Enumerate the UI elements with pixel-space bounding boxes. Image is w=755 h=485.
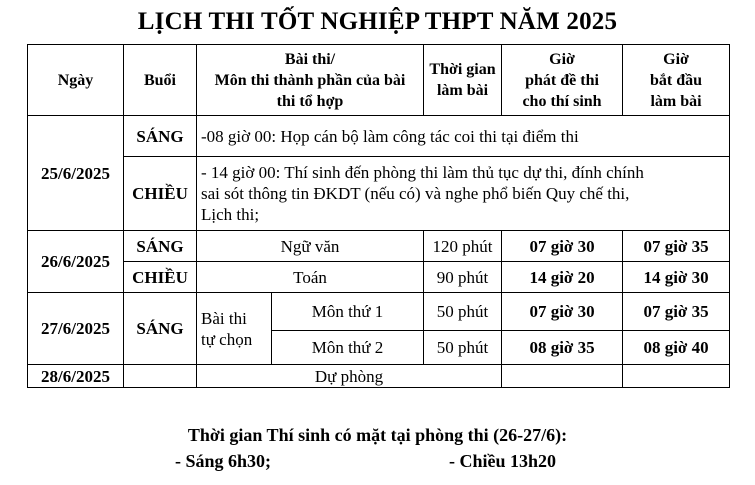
subject-cell: Ngữ văn bbox=[197, 231, 424, 262]
header-subject: Bài thi/ Môn thi thành phần của bài thi tổ hợp bbox=[197, 45, 424, 116]
empty-cell bbox=[124, 365, 197, 388]
header-duration: Thời gian làm bài bbox=[424, 45, 502, 116]
table-row bbox=[28, 157, 730, 231]
start-time-cell: 08 giờ 40 bbox=[623, 331, 730, 365]
exam-schedule-table bbox=[27, 44, 730, 388]
handout-time-cell: 14 giờ 20 bbox=[502, 262, 623, 293]
arrival-time-heading: Thời gian Thí sinh có mặt tại phòng thi (26-27/6): bbox=[187, 425, 568, 445]
arrival-morning: - Sáng 6h30; bbox=[175, 451, 272, 471]
header-date: Ngày bbox=[28, 45, 124, 116]
header-start-time: Giờ bắt đầu làm bài bbox=[623, 45, 730, 116]
handout-time-cell: 07 giờ 30 bbox=[502, 293, 623, 331]
subject-cell: Môn thứ 1 bbox=[272, 293, 424, 331]
session-cell: SÁNG bbox=[124, 116, 197, 157]
note-cell: - 14 giờ 00: Thí sinh đến phòng thi làm thủ tục dự thi, đính chính sai sót thông tin ĐKDT (nếu có) và nghe phổ biến Quy chế thi, Lịch thi; bbox=[197, 157, 730, 231]
header-session: Buổi bbox=[124, 45, 197, 116]
date-cell: 27/6/2025 bbox=[28, 293, 124, 365]
session-cell: SÁNG bbox=[124, 231, 197, 262]
note-cell: -08 giờ 00: Họp cán bộ làm công tác coi thi tại điểm thi bbox=[197, 116, 730, 157]
subject-cell: Toán bbox=[197, 262, 424, 293]
page-title: LỊCH THI TỐT NGHIỆP THPT NĂM 2025 bbox=[137, 8, 618, 35]
session-cell: CHIỀU bbox=[124, 262, 197, 293]
date-cell: 28/6/2025 bbox=[28, 365, 124, 388]
start-time-cell: 14 giờ 30 bbox=[623, 262, 730, 293]
duration-cell: 120 phút bbox=[424, 231, 502, 262]
table-row bbox=[28, 293, 730, 331]
date-cell: 26/6/2025 bbox=[28, 231, 124, 293]
duration-cell: 90 phút bbox=[424, 262, 502, 293]
session-cell: SÁNG bbox=[124, 293, 197, 365]
start-time-cell: 07 giờ 35 bbox=[623, 231, 730, 262]
arrival-afternoon: - Chiều 13h20 bbox=[449, 451, 557, 471]
handout-time-cell: 07 giờ 30 bbox=[502, 231, 623, 262]
elective-group-cell: Bài thi tự chọn bbox=[197, 293, 272, 365]
duration-cell: 50 phút bbox=[424, 293, 502, 331]
header-row bbox=[28, 45, 730, 116]
table-row bbox=[28, 116, 730, 157]
table-row bbox=[28, 365, 730, 388]
start-time-cell: 07 giờ 35 bbox=[623, 293, 730, 331]
empty-cell bbox=[623, 365, 730, 388]
header-handout-time: Giờ phát đề thi cho thí sinh bbox=[502, 45, 623, 116]
reserve-cell: Dự phòng bbox=[197, 365, 502, 388]
subject-cell: Môn thứ 2 bbox=[272, 331, 424, 365]
table-row bbox=[28, 262, 730, 293]
handout-time-cell: 08 giờ 35 bbox=[502, 331, 623, 365]
duration-cell: 50 phút bbox=[424, 331, 502, 365]
table-row bbox=[28, 231, 730, 262]
empty-cell bbox=[502, 365, 623, 388]
session-cell: CHIỀU bbox=[124, 157, 197, 231]
date-cell: 25/6/2025 bbox=[28, 116, 124, 231]
